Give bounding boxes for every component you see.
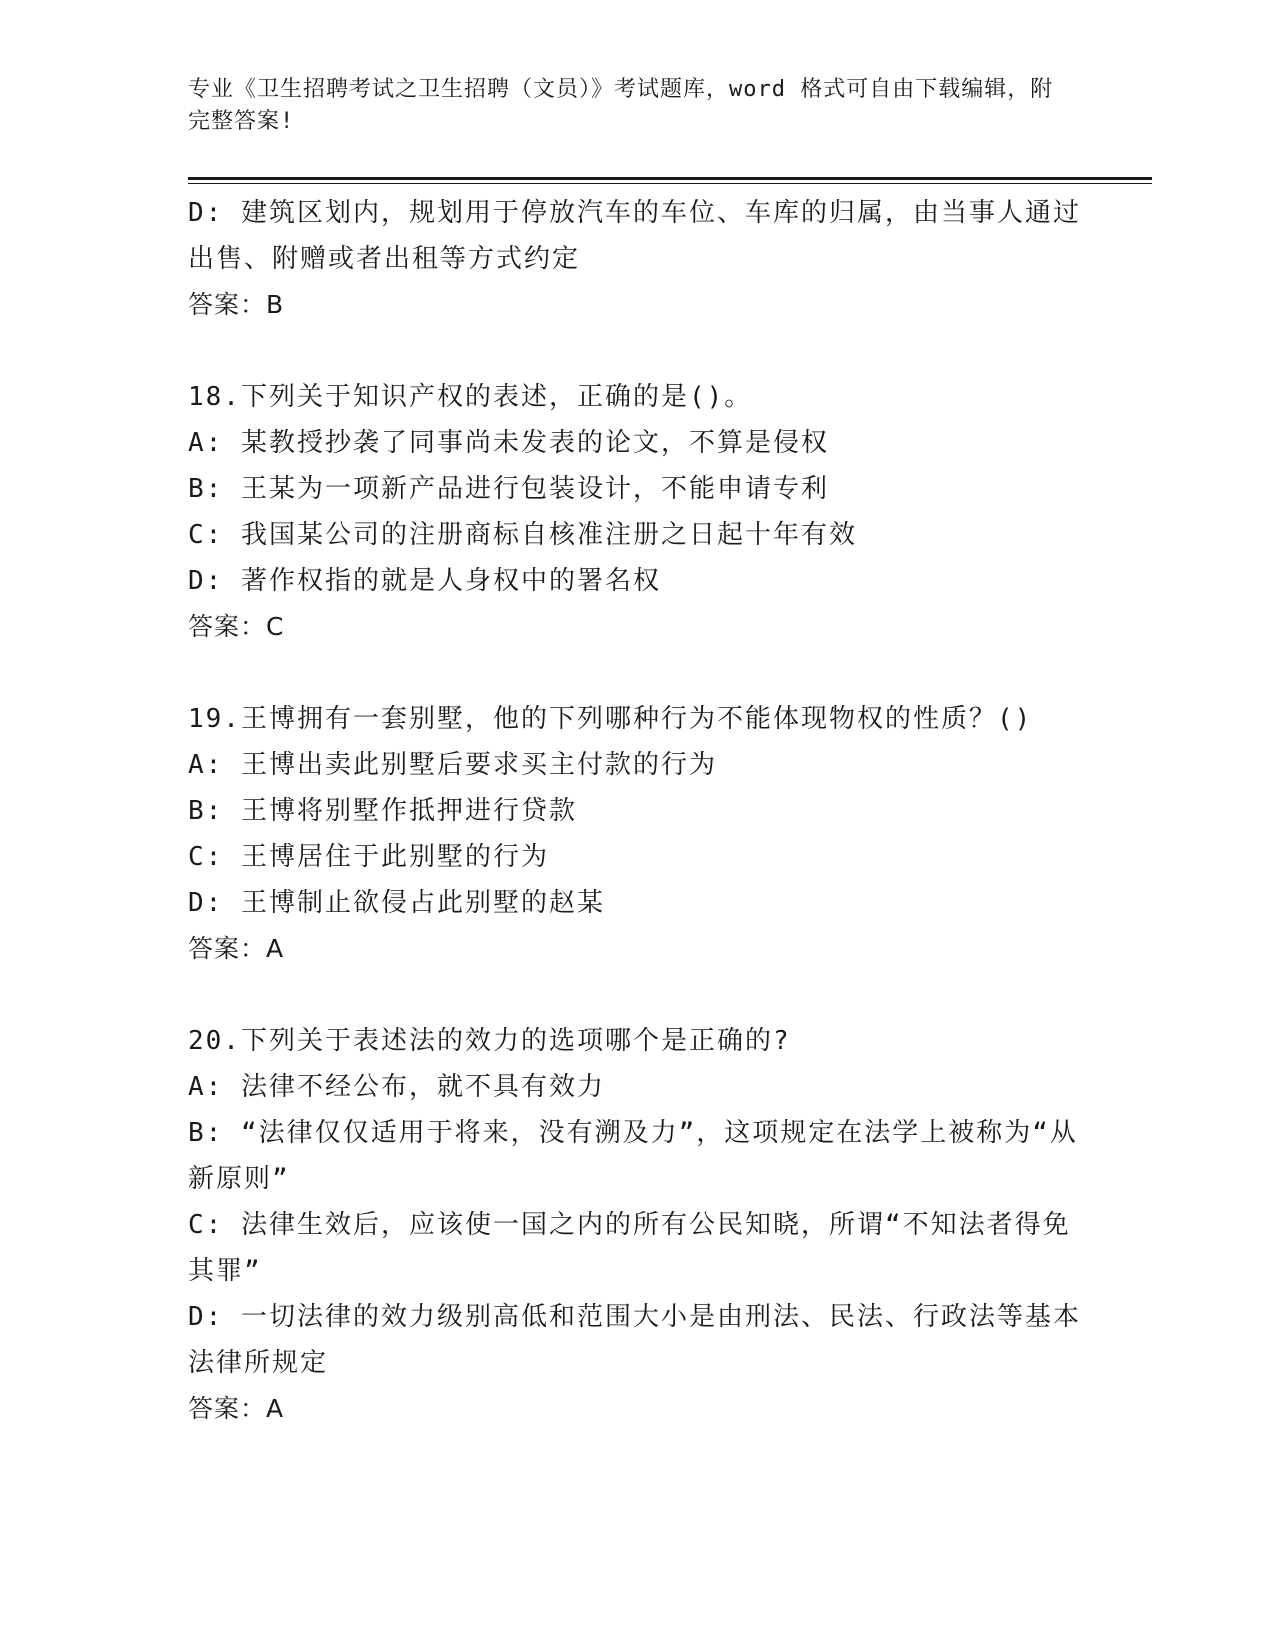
question-list [188,190,1088,1432]
question-block-18 [188,374,1088,650]
question-block-19 [188,696,1088,972]
answer-line: 答案：B [188,290,285,319]
header-divider-thick [188,177,1152,180]
option-c: C: 法律生效后，应该使一国之内的所有公民知晓，所谓“不知法者得免其罪” [188,1210,1071,1286]
document-header: 专业《卫生招聘考试之卫生招聘（文员）》考试题库，word 格式可自由下载编辑，附完整答案! [188,77,1054,134]
question-block-20 [188,1018,1088,1432]
question-block-continued [188,190,1088,328]
option-a: A: 法律不经公布，就不具有效力 [188,1072,605,1102]
option-d: D: 著作权指的就是人身权中的署名权 [188,566,661,596]
spacer [188,328,1088,374]
option-b: B: “法律仅仅适用于将来，没有溯及力”，这项规定在法学上被称为“从新原则” [188,1118,1078,1194]
answer-line: 答案：C [188,612,285,641]
option-d: D: 王博制止欲侵占此别墅的赵某 [188,888,605,918]
option-a: A: 某教授抄袭了同事尚未发表的论文，不算是侵权 [188,428,829,458]
option-c: C: 我国某公司的注册商标自核准注册之日起十年有效 [188,520,857,550]
answer-line: 答案：A [188,1394,285,1423]
question-stem: 19.王博拥有一套别墅，他的下列哪种行为不能体现物权的性质？() [188,704,1033,734]
option-d: D: 一切法律的效力级别高低和范围大小是由刑法、民法、行政法等基本法律所规定 [188,1302,1081,1378]
answer-line: 答案：A [188,934,285,963]
option-d: D: 建筑区划内，规划用于停放汽车的车位、车库的归属，由当事人通过出售、附赠或者出租等方式约定 [188,198,1081,274]
option-b: B: 王博将别墅作抵押进行贷款 [188,796,577,826]
option-a: A: 王博出卖此别墅后要求买主付款的行为 [188,750,717,780]
spacer [188,972,1088,1018]
option-b: B: 王某为一项新产品进行包装设计，不能申请专利 [188,474,829,504]
spacer [188,650,1088,696]
option-c: C: 王博居住于此别墅的行为 [188,842,549,872]
question-stem: 18.下列关于知识产权的表述，正确的是()。 [188,382,753,412]
header-divider-thin [188,183,1152,184]
question-stem: 20.下列关于表述法的效力的选项哪个是正确的? [188,1026,791,1056]
